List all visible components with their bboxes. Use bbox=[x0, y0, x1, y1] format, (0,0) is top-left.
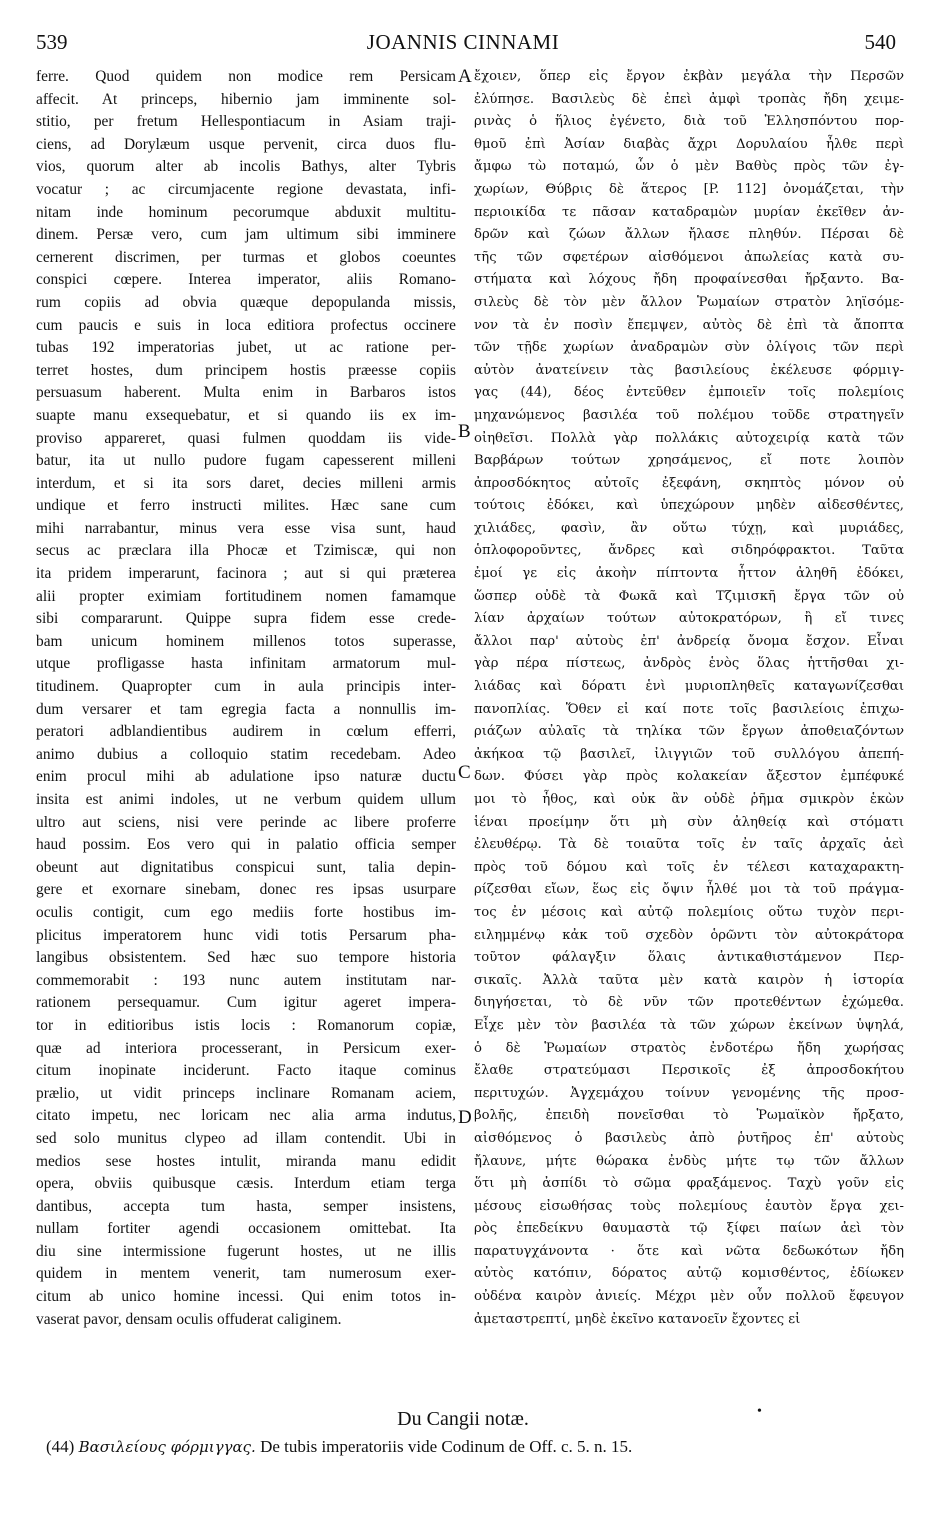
latin-line: utque profligasse hasta infinitam armatorum mul- bbox=[36, 655, 456, 673]
greek-line: λίαν ἀρχαίων τούτων αὐτοκρατόρων, ἢ εἴ τινες bbox=[474, 611, 904, 627]
greek-line: ἔχοιεν, ὅπερ εἰς ἔργον ἐκβὰν μεγάλα τὴν Περσῶν bbox=[474, 69, 904, 84]
latin-line: nitam inde hominum pecorumque abduxit multitu- bbox=[36, 203, 456, 221]
latin-line: obeunt aut dignitatibus conspicui sunt, talia depin- bbox=[36, 858, 456, 876]
latin-line: prælio, ut vidit princeps inclinare Romanam aciem, bbox=[36, 1084, 456, 1102]
greek-line: χιλιάδες, φασὶν, ἂν οὕτω τύχῃ, καὶ μυριάδες, bbox=[474, 520, 904, 536]
latin-line: dum versarer et tam egregia facta a nonnullis im- bbox=[36, 700, 456, 718]
latin-line: vaserat pavor, densam oculis offuderat caliginem. bbox=[36, 1310, 342, 1328]
greek-line: ρινὰς ὁ ἥλιος ἐγένετο, διὰ τοῦ Ἑλλησπόντου πορ- bbox=[474, 114, 904, 130]
greek-line: ἤλαυνε, μήτε θώρακα ἐνδὺς μήτε τῳ τῶν ἄλλων bbox=[474, 1153, 904, 1169]
latin-line: rationem persequamur. Cum igitur ageret impera- bbox=[36, 994, 456, 1012]
greek-line: πρὸς τοῦ δόμου καὶ τοῖς ἐν τέλεσι καταχαρακτη- bbox=[474, 859, 904, 875]
latin-line: titudinem. Quapropter cum in aula principis inter- bbox=[36, 678, 456, 696]
greek-line: περιτυχών. Ἀγχεμάχου τοίνυν γενομένης τῆς προσ- bbox=[474, 1085, 904, 1101]
margin-marker-b: B bbox=[458, 421, 471, 442]
greek-line: ἄλλοι παρ' αὐτοὺς ἐπ' ἀνδρείᾳ ὄνομα ἔσχον. Εἶναι bbox=[474, 633, 904, 649]
footnote-greek: Βασιλείους φόρμιγγας. bbox=[78, 1438, 256, 1456]
greek-line: ειλημμένῳ κἀκ τοῦ σχεδὸν ὁρῶντι τὸν αὐτοκράτορα bbox=[474, 927, 904, 943]
latin-line: persuasum haberent. Multa enim in Barbaros istos bbox=[36, 384, 456, 402]
greek-line: ἀμεταστρεπτί, μηδὲ ἐκεῖνο κατανοεῖν ἔχοντες εἰ bbox=[474, 1311, 801, 1327]
greek-line: ἄμφω τὼ ποταμώ, ὧν ὁ μὲν Βαθὺς πρὸς τῶν ἐγ- bbox=[474, 159, 904, 175]
greek-line: γας (44), δέος ἐντεῦθεν ἐμποιεῖν τοῖς πολεμίοις bbox=[474, 385, 904, 401]
greek-line: αἰσθόμενος ὁ βασιλεὺς ἀπὸ ῥυτῆρος ἐπ' αὐτοὺς bbox=[474, 1130, 904, 1146]
latin-line: affecit. At princeps, hibernio jam imminente sol- bbox=[36, 90, 456, 108]
latin-column bbox=[36, 66, 456, 1331]
greek-line: ὁπλοφοροῦντες, ἄνδρες καὶ σιδηρόφρακτοι. Ταῦτα bbox=[474, 543, 904, 559]
greek-line: ρίζεσθαι εἴων, ἕως εἰς ὄψιν ἦλθέ μοι τὰ τοῦ πράγμα- bbox=[474, 882, 904, 898]
latin-line: vocatur ; ac circumjacente regione devastata, infi- bbox=[36, 180, 456, 198]
page-number-left: 539 bbox=[36, 30, 68, 54]
greek-line: ὅτι μὴ ἀσπίδι τὸ σῶμα φραξάμενος. Ταχὺ γοῦν εἰς bbox=[474, 1176, 904, 1192]
margin-marker-c: C bbox=[458, 762, 471, 783]
latin-line: secus ac præclara illa Phocæ et Tzimiscæ, qui non bbox=[36, 542, 456, 560]
greek-line: τοῦτον φάλαγξιν ὅλαις ἀντικαθιστάμενον Περ- bbox=[474, 950, 904, 966]
notes-heading: Du Cangii notæ. bbox=[397, 1408, 529, 1430]
greek-line: δρῶν καὶ ζώων ἄλλων ἤλασε πληθύν. Πέρσαι δὲ bbox=[474, 227, 904, 243]
latin-line: batur, ita ut nullo pudore fugam capesserent milleni bbox=[36, 452, 456, 470]
latin-line: terret hostes, dum principem hostis præesse copiis bbox=[36, 361, 456, 379]
latin-line: enim procul mihi ab adulatione ipso naturæ ductu bbox=[36, 768, 456, 786]
latin-line: suapte manu exsequebatur, et si quando iis ex im- bbox=[36, 406, 456, 424]
greek-line: διηγήσεται, τὸ δὲ νῦν τῶν προτεθέντων ἐχώμεθα. bbox=[474, 995, 904, 1011]
greek-line: ὥσπερ οὐδὲ τὰ Φωκᾶ καὶ Τζιμισκῆ ἔργα τῶν οὐ bbox=[474, 588, 904, 604]
footnote bbox=[46, 1437, 906, 1457]
latin-line: oculis contigit, cum ego mediis forte hostibus im- bbox=[36, 903, 456, 921]
greek-line: ἐλύπησε. Βασιλεὺς δὲ ἐπεὶ ἀμφὶ τροπὰς ἤδη χειμε- bbox=[474, 91, 904, 107]
latin-line: tubas 192 imperatorias jubet, ut ac ratione per- bbox=[36, 339, 456, 357]
latin-line: citum inopinate inciderunt. Facto itaque cominus bbox=[36, 1062, 456, 1080]
latin-line: alii propter eximiam fortitudinem nomen famamque bbox=[36, 587, 456, 605]
margin-marker-d: D bbox=[458, 1107, 472, 1128]
greek-line: Εἶχε μὲν τὸν βασιλέα τὰ τῶν χώρων ἐκείνων ὑψηλά, bbox=[474, 1017, 904, 1033]
footnote-text: De tubis imperatoriis vide Codinum de Off. c. 5. n. 15. bbox=[260, 1437, 633, 1456]
greek-line: τούτοις ἐδόκει, καὶ ὑπεχώρουν μηδὲν αἰδεσθέντες, bbox=[474, 498, 904, 514]
latin-line: opera, obviis quibusque cæsis. Interdum etiam terga bbox=[36, 1175, 456, 1193]
latin-line: haud possim. Eos vero qui in palatio officia semper bbox=[36, 836, 456, 854]
greek-line: δων. Φύσει γὰρ πρὸς κολακείαν ἄξεστον ἐμπέφυκέ bbox=[474, 769, 904, 785]
greek-line: πανοπλίας. Ὅθεν εἰ καί ποτε τοῖς βασιλείοις ἐπιχω- bbox=[474, 701, 904, 717]
greek-line: τος ἐν μέσοις καὶ αὐτῷ πολεμίοις οὕτω τυχὸν περι- bbox=[474, 904, 904, 920]
latin-line: ultro aut sciens, nisi vere perinde ac libere proferre bbox=[36, 813, 456, 831]
latin-line: tor in editioribus istis locis : Romanorum copiæ, bbox=[36, 1016, 456, 1034]
latin-line: cum paucis e suis in loca editiora profectus occinere bbox=[36, 316, 456, 334]
latin-line: mihi narrabantur, minus vera esse visa sunt, haud bbox=[36, 519, 456, 537]
footnote-number: (44) bbox=[46, 1437, 75, 1456]
greek-line: αὐτὸν ἀνατείνειν τὰς βασιλείους ἐκέλευσε φόρμιγ- bbox=[474, 362, 904, 378]
latin-line: interdum, et si ita sors daret, decies milleni armis bbox=[36, 474, 456, 492]
latin-line: cernerent discrimen, per turmas et globos coeuntes bbox=[36, 248, 456, 266]
greek-line: ἐλευθέρῳ. Τὰ δὲ τοιαῦτα τοῖς ἐν ταῖς ἀρχαῖς ἀεὶ bbox=[474, 837, 904, 853]
latin-line: citato impetu, nec loricam nec alia arma indutus, bbox=[36, 1107, 456, 1125]
latin-line: peratori adblandientibus audirem in cœlum efferri, bbox=[36, 723, 456, 741]
decorative-dot: • bbox=[757, 1404, 762, 1419]
greek-line: τῶν τῇδε χωρίων ἀναδραμὼν σὺν ὀλίγοις τῶν περὶ bbox=[474, 340, 904, 356]
latin-line: stitio, per fretum Hellespontiacum in Asiam traji- bbox=[36, 113, 456, 131]
latin-line: vios, quorum alter ab incolis Bathys, alter Tybris bbox=[36, 158, 456, 176]
greek-line: ἔλαθε στρατεύμασι Περσικοῖς ἐξ ἀπροσδοκήτου bbox=[474, 1063, 904, 1079]
greek-line: μοι τὸ ἦθος, καὶ οὐκ ἂν οὐδὲ ῥῆμα σμικρὸν ἑκὼν bbox=[474, 792, 904, 807]
latin-line: medios sese hostes intulit, miranda manu edidit bbox=[36, 1152, 456, 1170]
margin-marker-a: A bbox=[458, 66, 472, 87]
latin-line: commemorabit : 193 nunc autem institutam nar- bbox=[36, 971, 456, 989]
greek-line: περιοικίδα τε πᾶσαν καταδραμὼν μυρίαν ἐκεῖθεν ἀν- bbox=[474, 204, 904, 220]
latin-line: conspici cœpere. Interea imperator, aliis Romano- bbox=[36, 271, 456, 289]
running-title: JOANNIS CINNAMI bbox=[366, 30, 560, 54]
latin-line: ferre. Quod quidem non modice rem Persicam bbox=[36, 68, 456, 85]
greek-line: τῆς τῶν σφετέρων αἰσθόμενοι ἀπωλείας κατὰ συ- bbox=[474, 249, 904, 265]
greek-line: ὁ δὲ Ῥωμαίων στρατὸς ἐνδοτέρω ἤδη χωρήσας bbox=[474, 1040, 904, 1056]
latin-line: insita est animi indoles, ut ne verbum quidem ullum bbox=[36, 791, 456, 808]
latin-line: nullam fortiter agendi occasionem omittebat. Ita bbox=[36, 1220, 456, 1238]
greek-line: παρατυγχάνοντα · ὅτε καὶ νῶτα δεδωκότων ἤδη bbox=[474, 1243, 904, 1259]
greek-line: χωρίων, Θύβρις δὲ ἅτερος [P. 112] ὀνομάζεται, τὴν bbox=[474, 181, 904, 197]
greek-line: νον τὰ ἐν ποσὶν ἔπεμψεν, αὐτὸς δὲ ἐπὶ τὰ ἄποπτα bbox=[474, 317, 904, 333]
greek-column bbox=[474, 66, 904, 1331]
latin-line: sibi compararunt. Quippe supra fidem esse crede- bbox=[36, 610, 456, 628]
greek-line: σιλεὺς δὲ τὸν μὲν ἄλλον Ῥωμαίων στρατὸν ληϊσόμε- bbox=[474, 294, 904, 310]
greek-line: σικαῖς. Ἀλλὰ ταῦτα μὲν κατὰ καιρὸν ἡ ἱστορία bbox=[474, 972, 904, 988]
greek-line: λιάδας καὶ δόρατι ἑνὶ μυριοπληθεῖς καταγωνίζεσθαι bbox=[474, 679, 904, 695]
greek-line: αὐτὸς κατόπιν, δόρατος αὐτῷ κομισθέντος, ἐδίωκεν bbox=[474, 1266, 904, 1282]
greek-line: ἀκήκοα τῷ βασιλεῖ, ἰλιγγιῶν τοῦ συλλόγου ἀπεπή- bbox=[474, 746, 904, 762]
latin-line: ciens, ad Dorylæum usque pervenit, circa duos flu- bbox=[36, 135, 456, 153]
greek-line: ἐμοί γε εἰς ἀκοὴν πίπτοντα ἧττον ἀληθῆ ἐδόκει, bbox=[474, 566, 904, 582]
greek-line: Βαρβάρων τούτων χρησάμενος, εἴ ποτε λοιπὸν bbox=[474, 453, 904, 469]
latin-line: dantibus, accepta tum hasta, semper insistens, bbox=[36, 1197, 456, 1215]
latin-line: animo dubius a colloquio statim recedebam. Adeo bbox=[36, 745, 456, 763]
latin-line: plicitus imperatorem hunc vidi totis Persarum pha- bbox=[36, 926, 456, 944]
latin-line: gere et exornare sinebam, donec res ipsas usurpare bbox=[36, 881, 456, 899]
latin-line: langibus obsistentem. Sed hæc suo tempore historia bbox=[36, 949, 456, 967]
greek-line: στήματα καὶ λόχους ἤδη προφαίνεσθαι ἤρξαντο. Βα- bbox=[474, 272, 904, 288]
latin-line: proviso appareret, quasi fulmen quoddam iis vide- bbox=[36, 429, 456, 447]
greek-line: ἀπροσδόκητος αὐτοῖς ἐξεφάνη, σκηπτὸς μόνον οὐ bbox=[474, 475, 904, 491]
page-number-right: 540 bbox=[864, 30, 896, 54]
latin-line: dinem. Persæ vero, cum jam ultimum sibi imminere bbox=[36, 226, 456, 244]
latin-line: diu sine intermissione fugerunt hostes, ut ne illis bbox=[36, 1242, 456, 1260]
greek-line: βολῆς, ἐπειδὴ πονεῖσθαι τὸ Ῥωμαϊκὸν ἤρξατο, bbox=[474, 1108, 904, 1124]
latin-line: rum copiis ad obvia quæque depopulanda missis, bbox=[36, 293, 456, 311]
latin-line: citum ab unico homine incessi. Qui enim totos in- bbox=[36, 1288, 456, 1306]
latin-line: bam unicum hominem millenos totos superasse, bbox=[36, 632, 456, 650]
latin-line: ita pridem imperarunt, facinora ; aut si qui præterea bbox=[36, 565, 456, 583]
greek-line: οὐδένα καιρὸν ἀνιείς. Μέχρι μὲν οὖν πολλοῦ ἔφευγον bbox=[474, 1289, 904, 1305]
greek-line: θμοῦ ἐπὶ Ἀσίαν διαβὰς ἄχρι Δορυλαίου ἦλθε περὶ bbox=[474, 136, 904, 152]
latin-line: undique et ferro instructi milites. Hæc sane cum bbox=[36, 497, 456, 515]
greek-line: ρὸς ἐπεδείκνυ θαυμαστὰ τῷ ξίφει παίων ἀεὶ τὸν bbox=[474, 1221, 904, 1237]
greek-line: ἱέναι προείμην ὅτι μὴ σὺν ἀληθείᾳ καὶ στόματι bbox=[474, 814, 904, 830]
greek-line: ριάζων αὐλαῖς τὰ τηλίκα τῶν ἔργων ἀποθειαζόντων bbox=[474, 724, 904, 740]
latin-line: quæ ad interiora processerant, in Persicum exer- bbox=[36, 1039, 456, 1057]
greek-line: μηχανώμενος βασιλέα τοῦ πολέμου τοῦδε στρατηγεῖν bbox=[474, 407, 904, 423]
latin-line: quidem in mentem venerit, tam numerosum exer- bbox=[36, 1265, 456, 1283]
greek-line: γὰρ πέρα πίστεως, ἀνδρὸς ἑνὸς ὅλας ἡττῆσθαι χι- bbox=[474, 656, 904, 672]
latin-line: sed solo munitus clypeo ad illam contendit. Ubi in bbox=[36, 1129, 456, 1147]
greek-line: οἰηθεῖσι. Πολλὰ γὰρ πολλάκις αὐτοχειρίᾳ κατὰ τῶν bbox=[474, 430, 904, 446]
greek-line: μέσους εἰσωθήσας τοὺς πολεμίους ἑαυτὸν ἔργα χει- bbox=[474, 1198, 904, 1214]
